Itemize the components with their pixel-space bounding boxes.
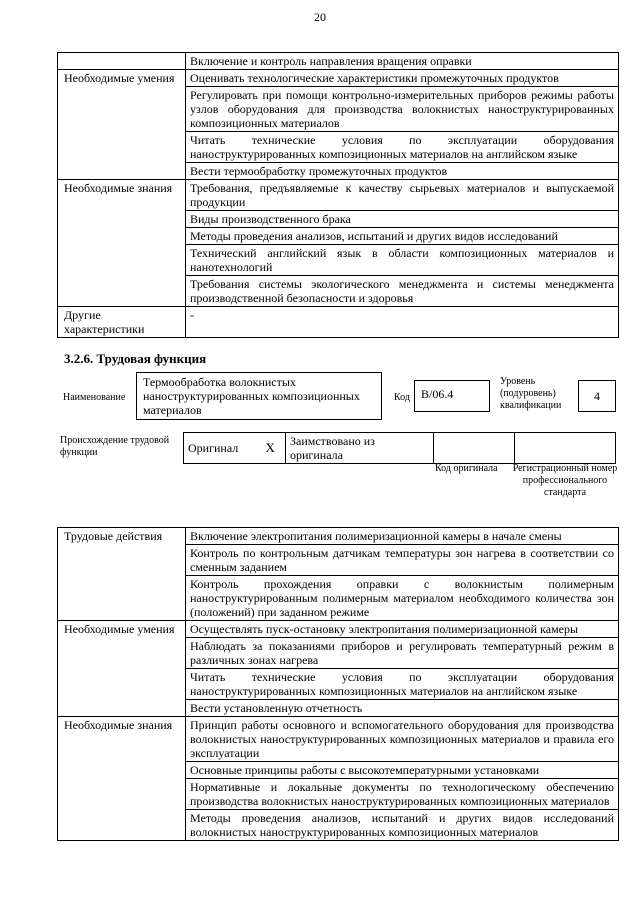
list-item: Включение и контроль направления вращения оправки xyxy=(186,53,619,70)
list-item: Технический английский язык в области композиционных материалов и нанотехнологий xyxy=(186,245,619,276)
list-item: Методы проведения анализов, испытаний и других видов исследований волокнистых наноструктурированных композиционных материалов xyxy=(186,810,619,841)
list-item: Оценивать технологические характеристики промежуточных продуктов xyxy=(186,70,619,87)
competency-table-continued xyxy=(57,52,619,338)
origin-table xyxy=(183,432,616,464)
reg-number-caption: Регистрационный номер профессионального стандарта xyxy=(512,463,618,498)
section-heading: 3.2.6. Трудовая функция xyxy=(64,351,207,366)
list-item: Виды производственного брака xyxy=(186,211,619,228)
code-original-caption: Код оригинала xyxy=(435,463,498,474)
level-label: Уровень (подуровень) квалификации xyxy=(500,376,562,411)
list-item: Осуществлять пуск-остановку электропитания полимеризационной камеры xyxy=(186,621,619,638)
list-item: Контроль по контрольным датчикам температуры зон нагрева в соответствии со сменным заданием xyxy=(186,545,619,576)
original-label: Оригинал xyxy=(184,433,256,464)
code-box xyxy=(414,380,490,412)
list-item: Методы проведения анализов, испытаний и других видов исследований xyxy=(186,228,619,245)
row-label-knowledge: Необходимые знания xyxy=(58,717,186,841)
code-original-cell xyxy=(434,433,515,464)
list-item: Вести термообработку промежуточных продуктов xyxy=(186,163,619,180)
row-label-skills: Необходимые умения xyxy=(58,621,186,717)
list-item: Нормативные и локальные документы по технологическому обеспечению производства волокнистых наноструктурированных композиционных материалов xyxy=(186,779,619,810)
page-number: 20 xyxy=(314,10,326,24)
code-value: В/06.4 xyxy=(421,387,454,401)
level-box xyxy=(578,380,616,412)
list-item: Требования системы экологического менеджмента и системы менеджмента производственной безопасности и здоровья xyxy=(186,276,619,307)
list-item: Требования, предъявляемые к качеству сырьевых материалов и выпускаемой продукции xyxy=(186,180,619,211)
list-item: Включение электропитания полимеризационной камеры в начале смены xyxy=(186,528,619,545)
level-value: 4 xyxy=(594,389,600,403)
name-label: Наименование xyxy=(63,392,126,403)
list-item: Читать технические условия по эксплуатации оборудования наноструктурированных композиционных материалов на английском языке xyxy=(186,669,619,700)
function-name: Термообработка волокнистых наноструктурированных композиционных материалов xyxy=(143,375,360,417)
competency-table xyxy=(57,527,619,841)
row-label-skills: Необходимые умения xyxy=(58,70,186,180)
list-item: Наблюдать за показаниями приборов и регулировать температурный режим в различных зонах нагрева xyxy=(186,638,619,669)
other-value: - xyxy=(186,307,619,338)
list-item: Читать технические условия по эксплуатации оборудования наноструктурированных композиционных материалов на английском языке xyxy=(186,132,619,163)
row-label-other: Другие характеристики xyxy=(58,307,186,338)
list-item: Регулировать при помощи контрольно-измерительных приборов режимы работы узлов оборудования для производства волокнистых наноструктурированных композиционных материалов xyxy=(186,87,619,132)
list-item: Контроль прохождения оправки с волокнистым полимерным наноструктурированным полимерным материалом необходимого количества зон (положений) при заданном режиме xyxy=(186,576,619,621)
row-label-knowledge: Необходимые знания xyxy=(58,180,186,307)
function-name-box xyxy=(136,372,382,420)
origin-label: Происхождение трудовой функции xyxy=(60,435,170,458)
reg-number-cell xyxy=(515,433,616,464)
list-item: Основные принципы работы с высокотемпературными установками xyxy=(186,762,619,779)
list-item: Вести установленную отчетность xyxy=(186,700,619,717)
list-item: Принцип работы основного и вспомогательного оборудования для производства волокнистых наноструктурированных композиционных материалов и правила его эксплуатации xyxy=(186,717,619,762)
original-mark: X xyxy=(256,433,286,464)
code-label: Код xyxy=(394,392,410,403)
row-label-actions: Трудовые действия xyxy=(58,528,186,621)
borrowed-label: Заимствовано из оригинала xyxy=(286,433,434,464)
